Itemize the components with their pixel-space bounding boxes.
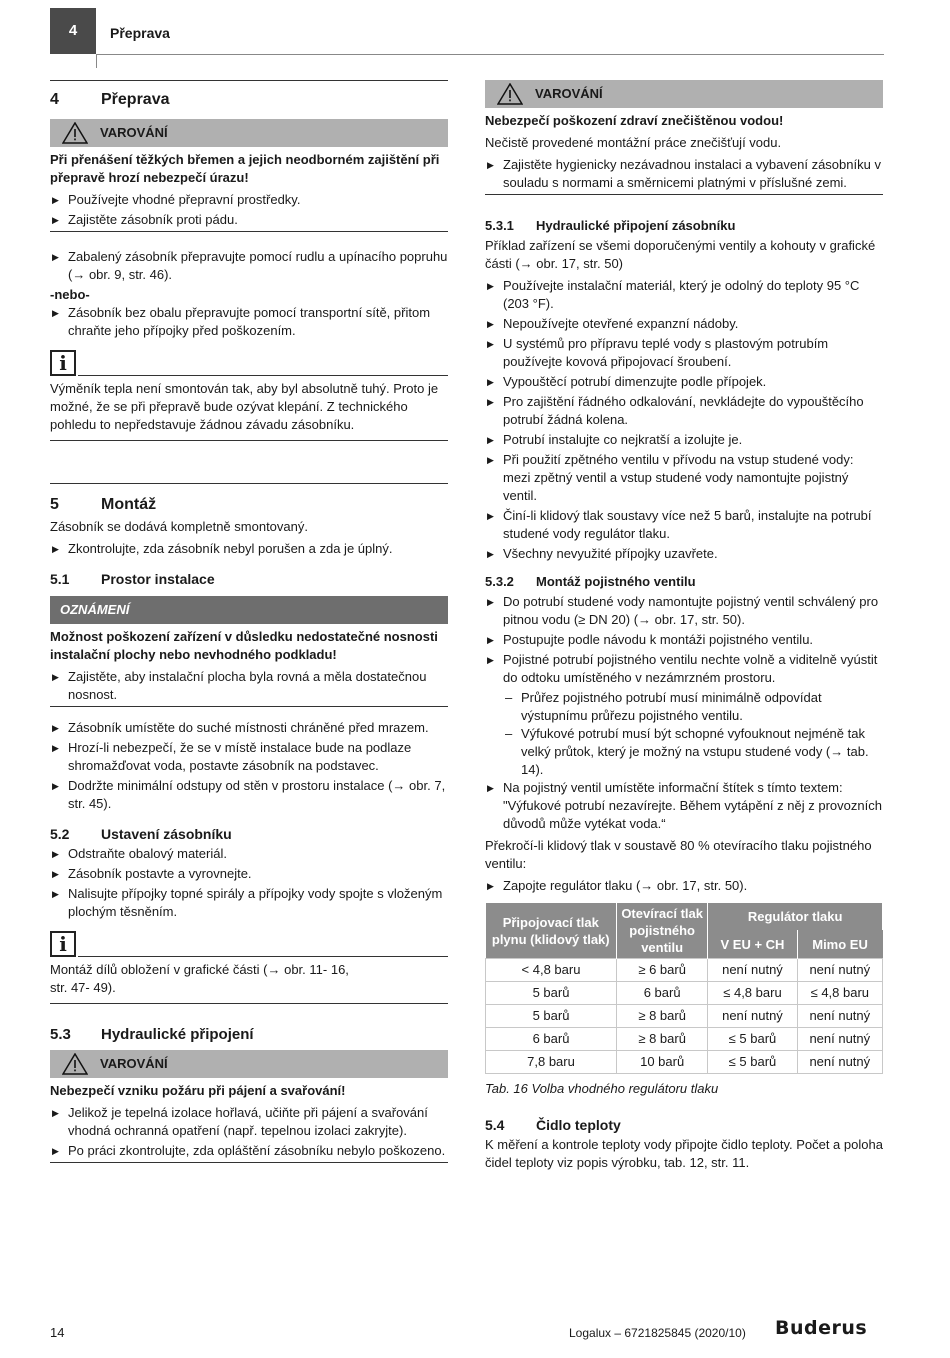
warning-label: VAROVÁNÍ xyxy=(100,1056,168,1071)
table-cell: 5 barů xyxy=(486,982,617,1005)
list-item: ▶ Vypouštěcí potrubí dimenzujte podle přípojek. xyxy=(485,373,883,391)
list-item: – Průřez pojistného potrubí musí minimálně odpovídat výstupnímu průřezu pojistného ventilu. xyxy=(503,689,883,725)
section-title: Montáž xyxy=(101,496,157,513)
list-item: ▶ Po práci zkontrolujte, zda opláštění zásobníku nebylo poškozeno. xyxy=(50,1142,448,1160)
list-item: ▶ Zajistěte zásobník proti pádu. xyxy=(50,211,448,229)
list-item: ▶ Zásobník postavte a vyrovnejte. xyxy=(50,865,448,883)
section-title: Prostor instalace xyxy=(101,571,215,587)
table-cell: 10 barů xyxy=(617,1051,708,1074)
placement-list xyxy=(50,845,448,921)
section-title: Čidlo teploty xyxy=(536,1117,621,1133)
list-item: ▶ Nepoužívejte otevřené expanzní nádoby. xyxy=(485,315,883,333)
list-item: ▶ Zapojte regulátor tlaku (→ obr. 17, str. 50). xyxy=(485,877,883,895)
section-number: 5.3.1 xyxy=(485,218,514,233)
valve-list-c xyxy=(485,877,883,895)
info-header xyxy=(50,931,448,957)
header-rule xyxy=(96,54,884,55)
table-cell: ≤ 5 barů xyxy=(708,1028,797,1051)
section-heading-5-2 xyxy=(50,825,448,843)
table-row xyxy=(486,1051,883,1074)
list-item: ▶ Nalisujte přípojky topné spirály a přípojky vody spojte s vloženým plochým těsněním. xyxy=(50,885,448,921)
table-cell: ≤ 4,8 baru xyxy=(797,982,882,1005)
list-item: ▶ Všechny nevyužité přípojky uzavřete. xyxy=(485,545,883,563)
notice-actions xyxy=(50,668,448,707)
list-item: ▶ Potrubí instalujte co nejkratší a izolujte je. xyxy=(485,431,883,449)
table-cell: není nutný xyxy=(797,959,882,982)
right-column xyxy=(485,80,883,1176)
table-header: Připojovací tlak plynu (klidový tlak) xyxy=(486,903,617,959)
table-cell: 6 barů xyxy=(486,1028,617,1051)
list-item: ▶ Odstraňte obalový materiál. xyxy=(50,845,448,863)
section-title: Montáž pojistného ventilu xyxy=(536,574,696,589)
table-cell: ≤ 4,8 baru xyxy=(708,982,797,1005)
table-cell: ≥ 8 barů xyxy=(617,1028,708,1051)
warning-actions xyxy=(50,191,448,232)
table-header: Regulátor tlaku xyxy=(708,903,883,930)
section-title: Hydraulické připojení xyxy=(101,1026,254,1043)
section-title: Hydraulické připojení zásobníku xyxy=(536,218,736,233)
warning-bar xyxy=(50,1050,448,1078)
list-item: ▶ Zajistěte hygienicky nezávadnou instalaci a vybavení zásobníku v souladu s normami a směrnicemi platnými v příslušné zemi. xyxy=(485,156,883,192)
paragraph: Překročí-li klidový tlak v soustavě 80 % otevíracího tlaku pojistného ventilu: xyxy=(485,838,872,871)
warning-bar xyxy=(50,119,448,147)
install-list xyxy=(50,719,448,813)
table-cell: 7,8 baru xyxy=(486,1051,617,1074)
table-cell: 6 barů xyxy=(617,982,708,1005)
list-item: ▶ Používejte instalační materiál, který je odolný do teploty 95 °C (203 °F). xyxy=(485,277,883,313)
table-row xyxy=(486,1028,883,1051)
section-number: 4 xyxy=(50,91,59,108)
list-item: ▶ Postupujte podle návodu k montáži pojistného ventilu. xyxy=(485,631,883,649)
section-heading-5-3-2 xyxy=(485,573,883,591)
section-heading-5 xyxy=(50,483,448,514)
table-cell: ≥ 8 barů xyxy=(617,1005,708,1028)
list-item: ▶ Zabalený zásobník přepravujte pomocí rudlu a upínacího popruhu (→ obr. 9, str. 46). xyxy=(50,248,448,284)
info-rule xyxy=(78,375,448,376)
table-row xyxy=(486,959,883,982)
list-item: ▶ Pojistné potrubí pojistného ventilu nechte volně a viditelně vyústit do odtoku umístěného v nezámrzném prostoru. xyxy=(485,651,883,687)
warning-actions xyxy=(50,1104,448,1163)
warning-label: VAROVÁNÍ xyxy=(100,125,168,140)
list-item: ▶ Do potrubí studené vody namontujte pojistný ventil schválený pro pitnou vodu (≥ DN 20) (→ obr. 17, str. 50). xyxy=(485,593,883,629)
table-row xyxy=(486,982,883,1005)
section-heading-5-3-1 xyxy=(485,217,883,235)
section-heading-4 xyxy=(50,80,448,109)
table-cell: není nutný xyxy=(797,1028,882,1051)
section-heading-5-1 xyxy=(50,570,448,588)
list-item: ▶ Zajistěte, aby instalační plocha byla rovná a měla dostatečnou nosnost. xyxy=(50,668,448,704)
list-item: ▶ Při použití zpětného ventilu v přívodu na vstup studené vody: mezi zpětný ventil a vstup studené vody namontujte pojistný ventil. xyxy=(485,451,883,505)
running-header-title: Přeprava xyxy=(110,25,170,41)
info-icon: i xyxy=(50,350,76,376)
list-item: ▶ Zkontrolujte, zda zásobník nebyl porušen a zda je úplný. xyxy=(50,540,448,558)
section-number: 5.2 xyxy=(50,826,70,842)
section-heading-5-3 xyxy=(50,1026,448,1044)
chapter-number: 4 xyxy=(68,22,78,39)
table-cell: není nutný xyxy=(708,1005,797,1028)
table-header: V EU + CH xyxy=(708,930,797,958)
paragraph: K měření a kontrole teploty vody připojte čidlo teploty. Počet a poloha čidel teploty viz popis výrobku, tab. 12, str. 11. xyxy=(485,1137,883,1170)
warning-icon xyxy=(50,122,100,144)
list-item: ▶ Jelikož je tepelná izolace hořlavá, učiňte při pájení a svařování vhodná ochranná opatření (např. tepelnou izolaci zakryjte). xyxy=(50,1104,448,1140)
info-text: Montáž dílů obložení v grafické části (→ obr. 11- 16, str. 47- 49). xyxy=(50,961,448,1004)
brand-logo: Buderus xyxy=(775,1317,868,1339)
page-number: 14 xyxy=(50,1325,65,1340)
section-number: 5.3 xyxy=(50,1026,71,1043)
list-item: ▶ Zásobník bez obalu přepravujte pomocí transportní sítě, přitom chraňte jeho přípojky před poškozením. xyxy=(50,304,448,340)
hydraulic-list xyxy=(485,277,883,563)
paragraph: Příklad zařízení se všemi doporučenými ventily a kohouty v grafické části (→ obr. 17, str. 50) xyxy=(485,238,876,271)
valve-sublist xyxy=(485,689,883,779)
notice-label: OZNÁMENÍ xyxy=(60,602,130,617)
warning-text: Nebezpečí vzniku požáru při pájení a svařování! xyxy=(50,1083,346,1098)
warning-text: Nebezpečí poškození zdraví znečištěnou vodou! xyxy=(485,113,784,128)
list-item: ▶ Hrozí-li nebezpečí, že se v místě instalace bude na podlaze shromažďovat voda, postavte zásobník na podstavec. xyxy=(50,739,448,775)
warning-icon xyxy=(485,83,535,105)
section-heading-5-4 xyxy=(485,1116,883,1134)
left-column xyxy=(50,80,448,1163)
header-tick xyxy=(96,54,97,68)
notice-text: Možnost poškození zařízení v důsledku nedostatečné nosnosti instalační plochy nebo nevhodného podkladu! xyxy=(50,629,438,662)
section-title: Přeprava xyxy=(101,91,170,108)
notice-bar xyxy=(50,596,448,624)
warning-label: VAROVÁNÍ xyxy=(535,86,603,101)
transport-list-b xyxy=(50,304,448,340)
section-title: Ustavení zásobníku xyxy=(101,826,232,842)
section-number: 5 xyxy=(50,496,59,513)
table-cell: není nutný xyxy=(797,1005,882,1028)
warning-icon xyxy=(50,1053,100,1075)
list-item: – Výfukové potrubí musí být schopné vyfouknout nejméně tak velký průtok, který je možný na vstupu studené vody (→ tab. 14). xyxy=(503,725,883,779)
or-separator: -nebo- xyxy=(50,287,90,302)
montaz-list xyxy=(50,540,448,558)
table-cell: 5 barů xyxy=(486,1005,617,1028)
valve-list xyxy=(485,593,883,687)
table-header: Otevírací tlak pojistného ventilu xyxy=(617,903,708,959)
list-item: ▶ Na pojistný ventil umístěte informační štítek s tímto textem: "Výfukové potrubí nezavírejte. Během vytápění z něj z provozních důvodů může vytékat voda.“ xyxy=(485,779,883,833)
info-header xyxy=(50,350,448,376)
table-header: Mimo EU xyxy=(797,930,882,958)
list-item: ▶ Pro zajištění řádného odkalování, nevkládejte do vypouštěcího potrubí žádná kolena. xyxy=(485,393,883,429)
warning-bar xyxy=(485,80,883,108)
table-cell: ≥ 6 barů xyxy=(617,959,708,982)
table-cell: není nutný xyxy=(708,959,797,982)
transport-list xyxy=(50,248,448,284)
paragraph: Zásobník se dodává kompletně smontovaný. xyxy=(50,519,308,534)
list-item: ▶ Dodržte minimální odstupy od stěn v prostoru instalace (→ obr. 7, str. 45). xyxy=(50,777,448,813)
list-item: ▶ Činí-li klidový tlak soustavy více než 5 barů, instalujte na potrubí studené vody regulátor tlaku. xyxy=(485,507,883,543)
info-rule xyxy=(78,956,448,957)
valve-list-b xyxy=(485,779,883,833)
warning-text: Při přenášení těžkých břemen a jejich neodborném zajištění při přepravě hrozí nebezpečí úrazu! xyxy=(50,152,440,185)
table-row xyxy=(486,1005,883,1028)
table-cell: není nutný xyxy=(797,1051,882,1074)
list-item: ▶ U systémů pro přípravu teplé vody s plastovým potrubím používejte kovová připojovací šroubení. xyxy=(485,335,883,371)
table-caption: Tab. 16 Volba vhodného regulátoru tlaku xyxy=(485,1081,719,1096)
info-icon: i xyxy=(50,931,76,957)
chapter-tab xyxy=(50,8,96,54)
warning-actions xyxy=(485,156,883,195)
info-text: Výměník tepla není smontován tak, aby byl absolutně tuhý. Proto je možné, že se při přepravě bude ozývat klepání. Z technického pohledu to nepředstavuje žádnou závadu zásobníku. xyxy=(50,380,448,441)
section-number: 5.4 xyxy=(485,1117,505,1133)
table-cell: ≤ 5 barů xyxy=(708,1051,797,1074)
pressure-regulator-table xyxy=(485,903,883,1074)
section-number: 5.1 xyxy=(50,571,70,587)
list-item: ▶ Používejte vhodné přepravní prostředky. xyxy=(50,191,448,209)
section-number: 5.3.2 xyxy=(485,574,514,589)
list-item: ▶ Zásobník umístěte do suché místnosti chráněné před mrazem. xyxy=(50,719,448,737)
warning-subtext: Nečistě provedené montážní práce znečišťují vodu. xyxy=(485,135,782,150)
table-cell: < 4,8 baru xyxy=(486,959,617,982)
document-id: Logalux – 6721825845 (2020/10) xyxy=(569,1326,746,1340)
